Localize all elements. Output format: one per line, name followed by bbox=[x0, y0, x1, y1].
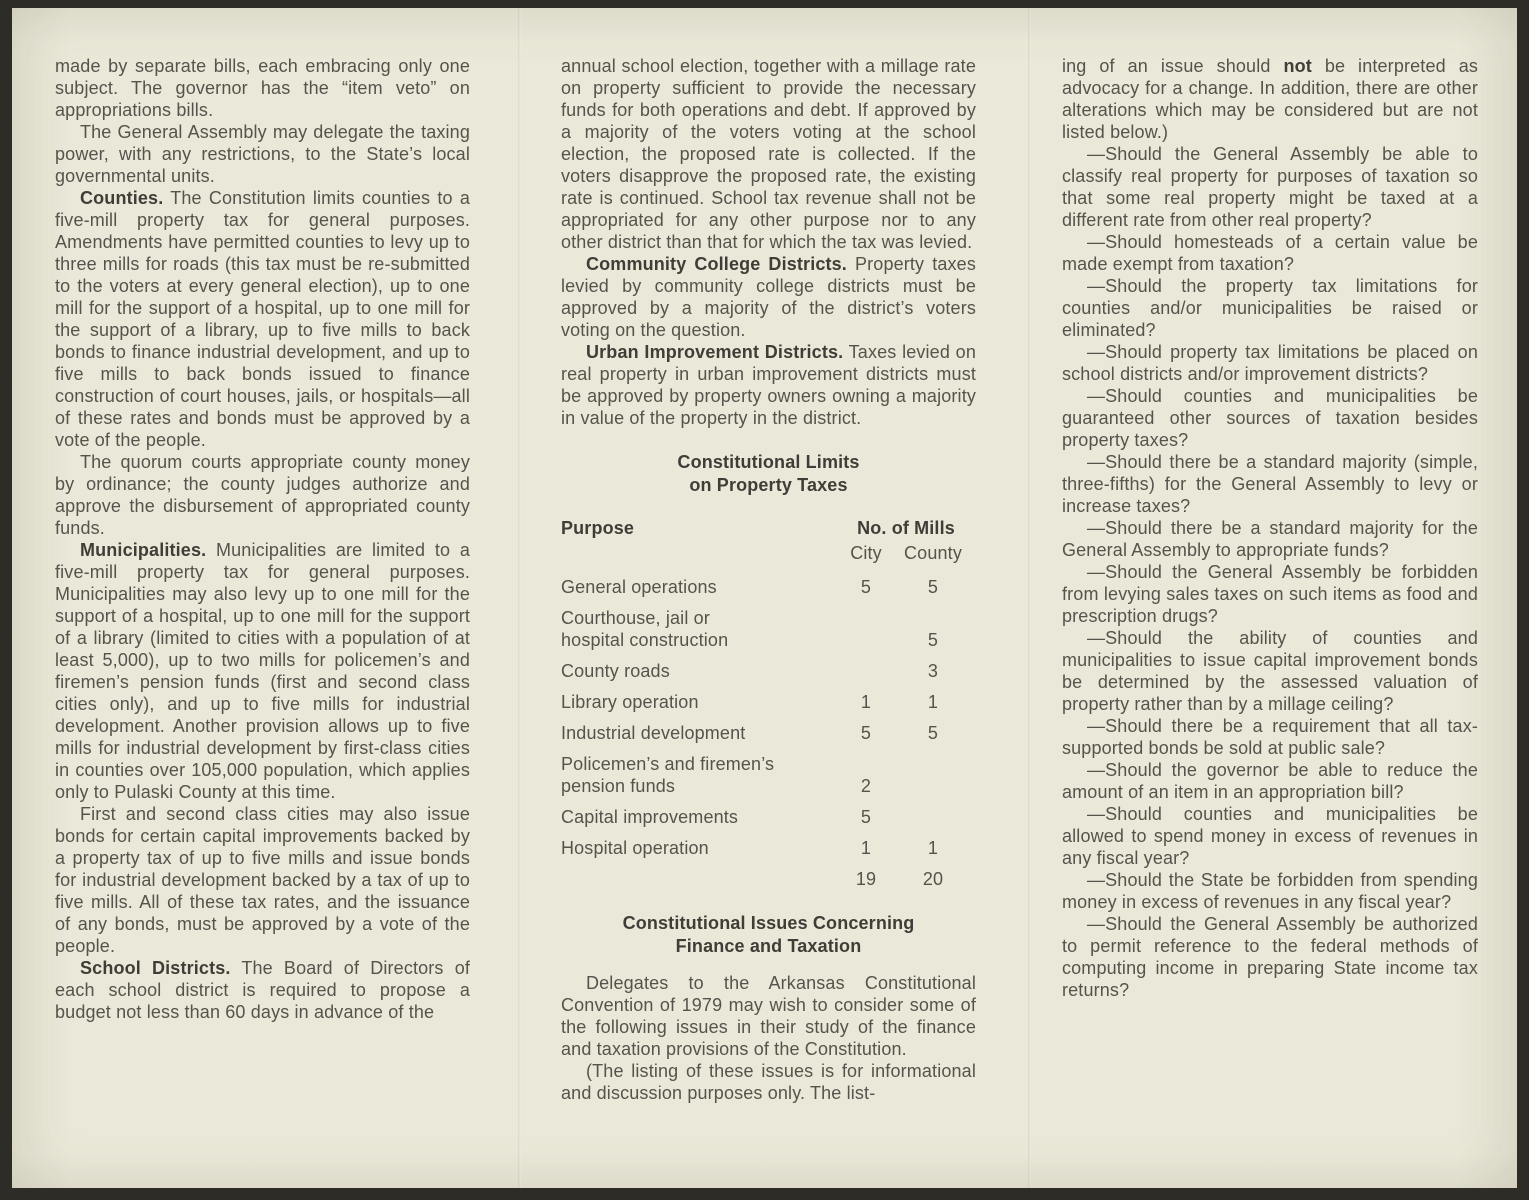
question-item bbox=[1062, 803, 1478, 869]
question-item bbox=[1062, 341, 1478, 385]
table-header-row bbox=[561, 517, 976, 539]
city-total: 19 bbox=[855, 869, 877, 889]
paragraph-text: The quorum courts appropriate county money by ordinance; the county judges authorize and approve the disbursement of appropriated county funds. bbox=[55, 452, 470, 538]
paragraph-text: —Should the State be forbidden from spending money in excess of revenues in any fiscal year? bbox=[1062, 870, 1478, 912]
table-row bbox=[561, 576, 976, 598]
county-mills-value: 1 bbox=[927, 692, 939, 712]
bold-word: not bbox=[1283, 56, 1312, 76]
paragraph-text: Delegates to the Arkansas Constitutional Convention of 1979 may wish to consider some of the following issues in their study of the finance and taxation provisions of the Constitution. bbox=[561, 973, 976, 1059]
paragraph-text: —Should the General Assembly be forbidden from levying sales taxes on such items as food and prescription drugs? bbox=[1062, 562, 1478, 626]
row-label-line: General operations bbox=[561, 577, 717, 597]
county-mills-value: 5 bbox=[927, 723, 939, 743]
county-mills-value: 1 bbox=[927, 838, 939, 858]
paragraph-lead: Urban Improvement Districts. bbox=[586, 342, 844, 362]
section-heading bbox=[561, 451, 976, 497]
row-label bbox=[561, 691, 831, 713]
fold-line-right bbox=[1028, 8, 1031, 1188]
column-right bbox=[1062, 55, 1478, 1001]
property-tax-limits-table bbox=[561, 517, 976, 890]
city-mills-value: 1 bbox=[860, 692, 872, 712]
row-label-line: Hospital operation bbox=[561, 838, 709, 858]
paragraph-text: —Should counties and municipalities be allowed to spend money in excess of revenues in any fiscal year? bbox=[1062, 804, 1478, 868]
table-row bbox=[561, 837, 976, 859]
paragraph-lead: School Districts. bbox=[80, 958, 231, 978]
row-label-line: Library operation bbox=[561, 692, 699, 712]
heading-line: Finance and Taxation bbox=[675, 936, 862, 956]
table-row bbox=[561, 691, 976, 713]
county-mills-value: 5 bbox=[927, 630, 939, 650]
column-label-city: City bbox=[850, 543, 882, 563]
paragraph bbox=[55, 957, 470, 1023]
table-row bbox=[561, 806, 976, 828]
question-item bbox=[1062, 759, 1478, 803]
paragraph-text: made by separate bills, each embracing only one subject. The governor has the “item veto” on appropriations bills. bbox=[55, 56, 470, 120]
row-label bbox=[561, 576, 831, 598]
question-item bbox=[1062, 143, 1478, 231]
question-item bbox=[1062, 869, 1478, 913]
paragraph bbox=[55, 539, 470, 803]
paragraph-text: —Should the General Assembly be able to classify real property for purposes of taxation so that some real property might be taxed at a different rate from other real property? bbox=[1062, 144, 1478, 230]
question-item bbox=[1062, 275, 1478, 341]
county-total: 20 bbox=[922, 869, 944, 889]
city-mills-value: 2 bbox=[860, 776, 872, 796]
paragraph bbox=[561, 341, 976, 429]
paragraph bbox=[561, 55, 976, 253]
table-row bbox=[561, 607, 976, 651]
question-item bbox=[1062, 517, 1478, 561]
paragraph-text: —Should there be a requirement that all tax-supported bonds be sold at public sale? bbox=[1062, 716, 1478, 758]
table-subheader-row bbox=[561, 542, 976, 564]
paragraph-text: —Should there be a standard majority (simple, three-fifths) for the General Assembly to levy or increase taxes? bbox=[1062, 452, 1478, 516]
paragraph-text: —Should property tax limitations be placed on school districts and/or improvement districts? bbox=[1062, 342, 1478, 384]
table-row bbox=[561, 660, 976, 682]
paragraph-lead: Counties. bbox=[80, 188, 164, 208]
column-label-county: County bbox=[904, 543, 962, 563]
question-item bbox=[1062, 231, 1478, 275]
paragraph-lead: Community College Districts. bbox=[586, 254, 847, 274]
paragraph bbox=[561, 253, 976, 341]
row-label-line: Courthouse, jail or bbox=[561, 608, 710, 628]
paragraph-text: —Should the governor be able to reduce the amount of an item in an appropriation bill? bbox=[1062, 760, 1478, 802]
paragraph bbox=[55, 451, 470, 539]
row-label-line: County roads bbox=[561, 661, 670, 681]
section-heading bbox=[561, 912, 976, 958]
question-item bbox=[1062, 715, 1478, 759]
table-totals-row bbox=[561, 868, 976, 890]
paragraph-text: be interpreted as advocacy for a change. In addition, there are other alterations which may be considered but are not listed below.) bbox=[1062, 56, 1478, 142]
paragraph bbox=[55, 187, 470, 451]
row-label bbox=[561, 837, 831, 859]
row-label-line: Industrial development bbox=[561, 723, 746, 743]
paragraph-text: The Constitution limits counties to a five-mill property tax for general purposes. Amendments have permitted counties to levy up to three mills for roads (this tax must be re-submitted to the voters at every general election), up to one mill for the support of a hospital, up to one mill for the support of a library, up to five mills to back bonds to finance industrial development, and up to five mills to back bonds issued to finance construction of court houses, jails, or hospitals—all of these rates and bonds must be approved by a vote of the people. bbox=[55, 188, 471, 450]
row-label bbox=[561, 806, 831, 828]
paragraph-text: —Should homesteads of a certain value be made exempt from taxation? bbox=[1062, 232, 1478, 274]
heading-line: on Property Taxes bbox=[689, 475, 848, 495]
paragraph bbox=[561, 1060, 976, 1104]
table-header-purpose: Purpose bbox=[561, 518, 635, 538]
city-mills-value: 5 bbox=[860, 723, 872, 743]
paragraph-text: First and second class cities may also issue bonds for certain capital improvements backed by a property tax of up to five mills and issue bonds for industrial development backed by a tax of up to five mills. All of these tax rates, and the issuance of any bonds, must be approved by a vote of the people. bbox=[55, 804, 470, 956]
city-mills-value: 5 bbox=[860, 577, 872, 597]
row-label bbox=[561, 607, 831, 651]
paragraph-text: —Should the General Assembly be authorized to permit reference to the federal methods of computing income in preparing State income tax returns? bbox=[1062, 914, 1478, 1000]
row-label-line: hospital construction bbox=[561, 630, 729, 650]
question-item bbox=[1062, 385, 1478, 451]
row-label bbox=[561, 753, 831, 797]
city-mills-value: 1 bbox=[860, 838, 872, 858]
county-mills-value: 5 bbox=[927, 577, 939, 597]
paragraph-text: (The listing of these issues is for informational and discussion purposes only. The list- bbox=[561, 1061, 976, 1103]
document-page bbox=[12, 8, 1517, 1188]
row-label bbox=[561, 722, 831, 744]
paragraph-text: Taxes levied on real property in urban improvement districts must be approved by property owners owning a majority in value of the property in the district. bbox=[561, 342, 976, 428]
paragraph-text: —Should the property tax limitations for counties and/or municipalities be raised or eliminated? bbox=[1062, 276, 1478, 340]
paragraph-text: The General Assembly may delegate the taxing power, with any restrictions, to the State’s local governmental units. bbox=[55, 122, 470, 186]
paragraph bbox=[561, 972, 976, 1060]
question-item bbox=[1062, 451, 1478, 517]
table-row bbox=[561, 722, 976, 744]
paragraph-text: —Should counties and municipalities be guaranteed other sources of taxation besides property taxes? bbox=[1062, 386, 1478, 450]
county-mills-value: 3 bbox=[927, 661, 939, 681]
paragraph bbox=[55, 803, 470, 957]
row-label-line: Policemen’s and firemen’s bbox=[561, 754, 775, 774]
city-mills-value: 5 bbox=[860, 807, 872, 827]
paragraph-text: —Should the ability of counties and municipalities to issue capital improvement bonds be determined by the assessed valuation of property rather than by a millage ceiling? bbox=[1062, 628, 1478, 714]
paragraph bbox=[55, 121, 470, 187]
paragraph-text: annual school election, together with a millage rate on property sufficient to provide the necessary funds for both operations and debt. If approved by a majority of the voters voting at the school election, the proposed rate is collected. If the voters disapprove the proposed rate, the existing rate is continued. School tax revenue shall not be appropriated for any other purpose nor to any other district than that for which the tax was levied. bbox=[561, 56, 976, 252]
row-label bbox=[561, 660, 831, 682]
table-header-mills: No. of Mills bbox=[857, 518, 955, 538]
column-left bbox=[55, 55, 470, 1023]
row-label-line: Capital improvements bbox=[561, 807, 739, 827]
paragraph-text: Municipalities are limited to a five-mill property tax for general purposes. Municipalities may also levy up to one mill for the support of a hospital, up to one mill for the support of a library (limited to cities with a population of at least 5,000), up to two mills for policemen’s and firemen’s pension funds (first and second class cities only), and up to five mills for industrial development. Another provision allows up to five mills for industrial development by first-class cities in counties over 105,000 population, which applies only to Pulaski County at this time. bbox=[55, 540, 470, 802]
question-item bbox=[1062, 561, 1478, 627]
fold-line-left bbox=[518, 8, 521, 1188]
table-row bbox=[561, 753, 976, 797]
question-item bbox=[1062, 627, 1478, 715]
paragraph-lead: Municipalities. bbox=[80, 540, 207, 560]
paragraph-text: ing of an issue should bbox=[1062, 56, 1284, 76]
heading-line: Constitutional Limits bbox=[677, 452, 860, 472]
paragraph bbox=[1062, 55, 1478, 143]
paragraph-text: —Should there be a standard majority for the General Assembly to appropriate funds? bbox=[1062, 518, 1478, 560]
row-label-line: pension funds bbox=[561, 776, 676, 796]
paragraph-text: Property taxes levied by community college districts must be approved by a majority of the district’s voters voting on the question. bbox=[561, 254, 976, 340]
paragraph bbox=[55, 55, 470, 121]
question-item bbox=[1062, 913, 1478, 1001]
column-middle bbox=[561, 55, 976, 1104]
heading-line: Constitutional Issues Concerning bbox=[622, 913, 915, 933]
paragraph-text: The Board of Directors of each school district is required to propose a budget not less than 60 days in advance of the bbox=[55, 958, 471, 1022]
